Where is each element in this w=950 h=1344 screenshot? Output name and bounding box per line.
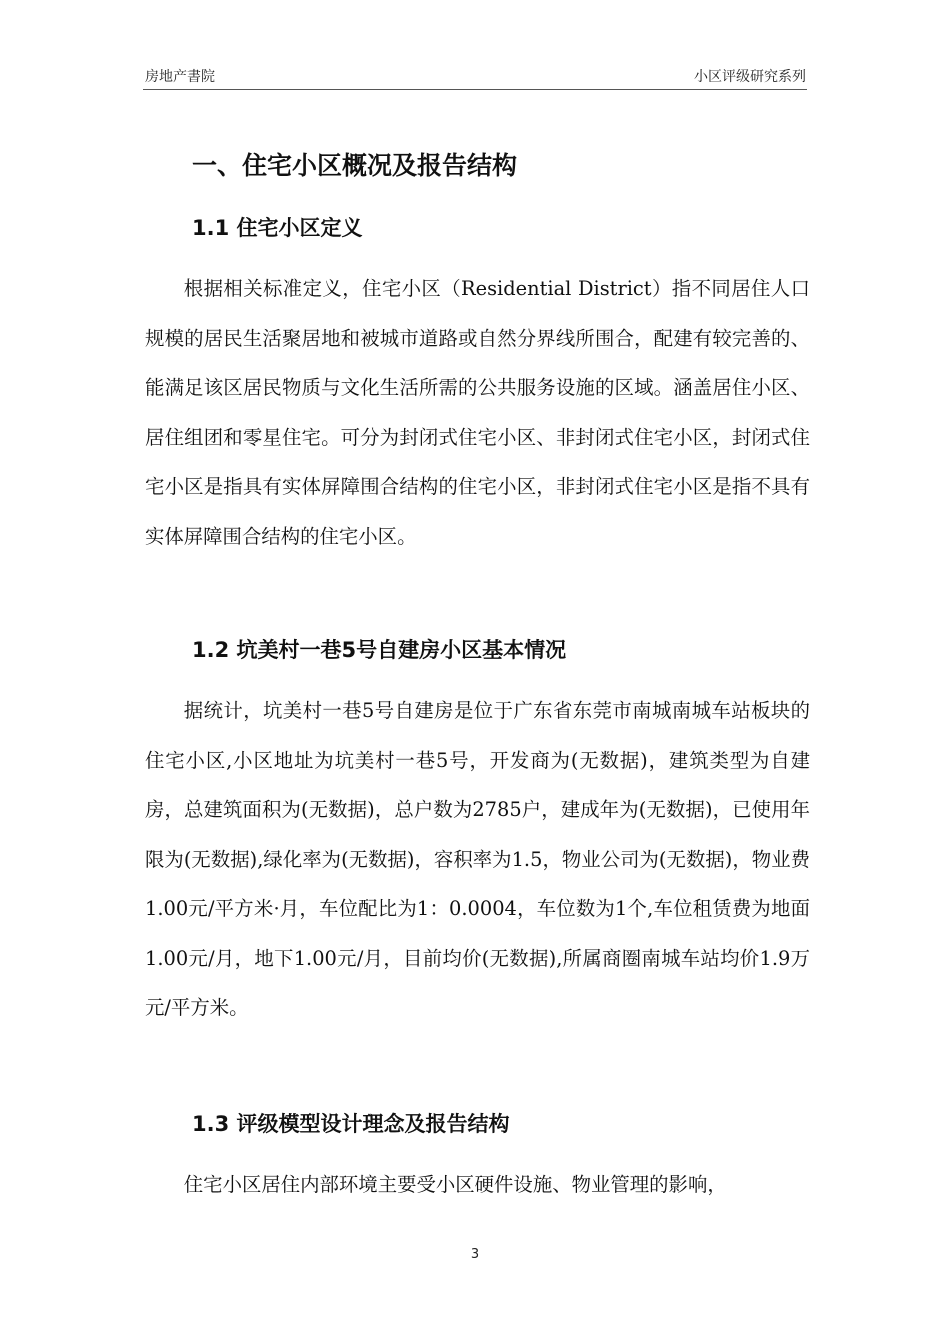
- page-number: 3: [470, 1247, 480, 1262]
- header-divider: [143, 89, 807, 90]
- section-heading-1-1: 1.1 住宅小区定义: [192, 216, 363, 240]
- section-paragraph-1-1: 根据相关标准定义，住宅小区（Residential District）指不同居住人口规模的居民生活聚居地和被城市道路或自然分界线所围合，配建有较完善的、能满足该区居民物质与文化生活所需的公共服务设施的区域。涵盖居住小区、居住组团和零星住宅。可分为封闭式住宅小区、非封闭式住宅小区，封闭式住宅小区是指具有实体屏障围合结构的住宅小区，非封闭式住宅小区是指不具有实体屏障围合结构的住宅小区。: [145, 277, 810, 548]
- section-heading-1-3: 1.3 评级模型设计理念及报告结构: [192, 1112, 510, 1136]
- section-heading-1-2: 1.2 坑美村一巷5号自建房小区基本情况: [192, 638, 567, 662]
- section-paragraph-1-2: 据统计，坑美村一巷5号自建房是位于广东省东莞市南城南城车站板块的住宅小区,小区地址为坑美村一巷5号，开发商为(无数据)，建筑类型为自建房，总建筑面积为(无数据)，总户数为2785户，建成年为(无数据)，已使用年限为(无数据),绿化率为(无数据)，容积率为1.5，物业公司为(无数据)，物业费1.00元/平方米·月，车位配比为1：0.0004，车位数为1个,车位租赁费为地面1.00元/月，地下1.00元/月，目前均价(无数据),所属商圈南城车站均价1.9万元/平方米。: [145, 699, 810, 1019]
- section-paragraph-1-3: 住宅小区居住内部环境主要受小区硬件设施、物业管理的影响，: [183, 1173, 727, 1196]
- chapter-title: 一、住宅小区概况及报告结构: [192, 151, 518, 180]
- header-left-text: 房地产書院: [145, 69, 215, 85]
- header-right-text: 小区评级研究系列: [694, 69, 806, 85]
